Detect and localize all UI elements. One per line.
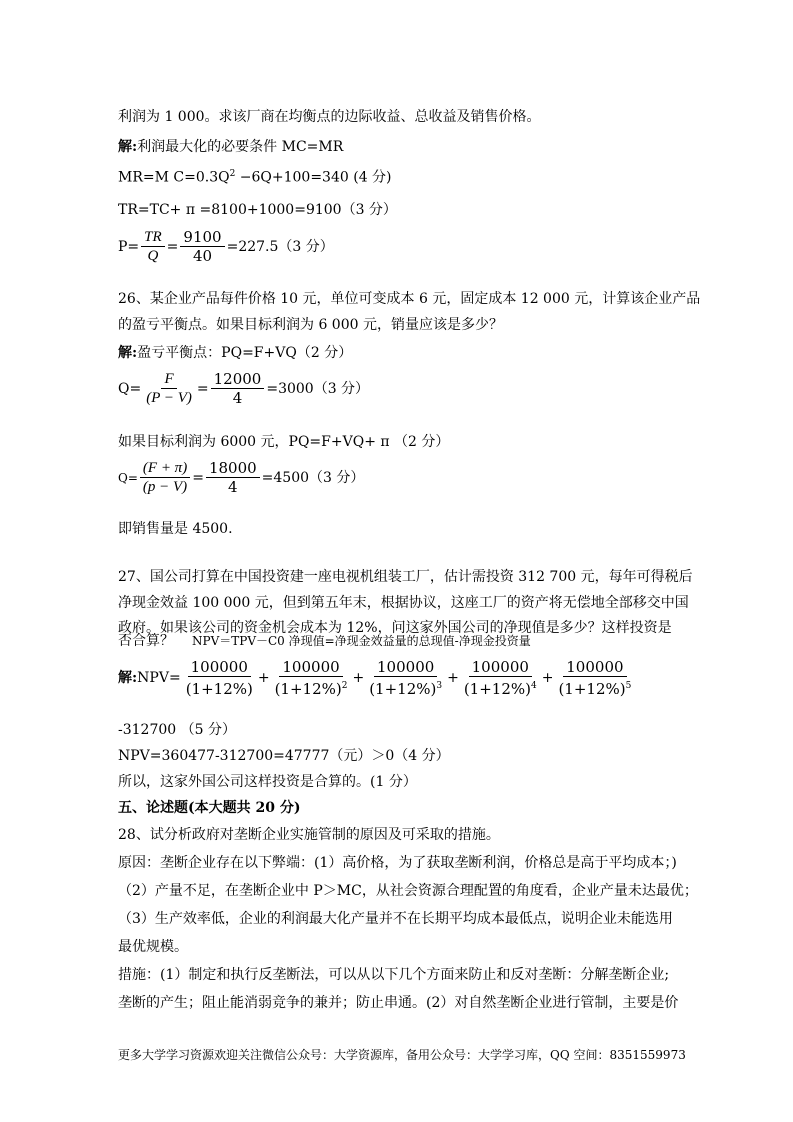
text: Q= [118,470,138,485]
plus: + [447,670,459,686]
text: 盈亏平衡点：PQ=F+VQ（2 分） [137,345,353,361]
section-heading: 五、论述题(本大题共 20 分) [118,800,301,816]
text: MR=M C=0.3Q [118,169,230,186]
text: P= [118,238,140,255]
answer-28-line3: （3）生产效率低，企业的利润最大化产量并不在长期平均成本最低点，说明企业未能选用 [118,911,673,927]
formula-mr [118,165,392,187]
solution-label: 解: [118,345,138,361]
question-27-line2: 净现金效益 100 000 元，但到第五年末，根据协议，这座工厂的资产将无偿地全部移交中国 [118,595,689,611]
answer-28-line4: 最优规模。 [118,939,188,955]
text: Q= [118,380,142,397]
text: =227.5（3 分） [226,238,334,255]
text: = [166,238,179,255]
text: 利润最大化的必要条件 MC=MR [137,139,344,155]
fraction: $\frac{(F + \pi)}{(p - V)}$ [140,459,190,496]
text: 否合算？ [118,633,174,649]
text: NPV= [137,670,181,686]
text: =4500（3 分） [261,469,365,486]
question-27-line1: 27、国公司打算在中国投资建一座电视机组装工厂，估计需投资 312 700 元，每年可得税后 [118,569,693,585]
solution-label: 解: [118,139,138,155]
formula-q2 [118,459,364,496]
question-26-line1: 26、某企业产品每件价格 10 元，单位可变成本 6 元，固定成本 12 000 元，计算该企业产品 [118,291,701,307]
fraction: $\frac{F}{(P - V)}$ [146,371,192,406]
question-27-line4 [118,632,531,650]
fraction: $\frac{TR}{Q}$ [141,228,165,265]
fraction-term-5: $\frac{100000}{(1+12\%)^5}$ [558,658,632,698]
plus: + [541,670,554,686]
fraction-term-1: $\frac{100000}{(1+12\%)}$ [185,658,253,698]
formula-tr: TR=TC+ π =8100+1000=9100（3 分） [118,202,397,218]
text: = [192,469,204,486]
text-line: -312700 （5 分） [118,722,236,738]
plus: + [352,670,365,686]
text: = [196,380,209,397]
text: −6Q+100=340 (4 分) [235,169,392,186]
text: =3000（3 分） [266,380,370,397]
answer-28-line5: 措施：(1）制定和执行反垄断法，可以从以下几个方面来防止和反对垄断：分解垄断企业; [118,967,670,983]
solution-line [118,138,343,156]
fraction-term-4: $\frac{100000}{(1+12\%)^4}$ [463,658,537,698]
page-footer: 更多大学学习资源欢迎关注微信公众号：大学资源库，备用公众号：大学学习库，QQ 空间：8351559973 [118,1048,686,1062]
answer-28-line1: 原因：垄断企业存在以下弊端：(1）高价格，为了获取垄断利润，价格总是高于平均成本；) [118,855,677,871]
formula-npv [118,658,636,698]
answer-28-line6: 垄断的产生；阻止能消弱竞争的兼并；防止串通。(2）对自然垄断企业进行管制，主要是价 [118,995,679,1011]
question-27-line3: 政府。如果该公司的资金机会成本为 12%，问这家外国公司的净现值是多少？这样投资是 [118,620,672,636]
fraction: $\frac{18000}{4}$ [206,459,260,496]
text-line: 利润为 1 000。求该厂商在均衡点的边际收益、总收益及销售价格。 [118,109,541,125]
question-28: 28、试分析政府对垄断企业实施管制的原因及可采取的措施。 [118,827,500,843]
solution-line [118,344,352,362]
question-26-line2: 的盈亏平衡点。如果目标利润为 6 000 元，销量应该是多少？ [118,317,503,333]
text-line: 即销售量是 4500. [118,521,233,537]
formula-price [118,228,334,265]
fraction: $\frac{12000}{4}$ [211,370,265,407]
solution-label: 解: [118,670,138,686]
text-line: 所以，这家外国公司这样投资是合算的。(1 分） [118,774,417,790]
fraction-term-2: $\frac{100000}{(1+12\%)^2}$ [274,658,348,698]
fraction: $\frac{9100}{40}$ [180,228,224,265]
text-line: NPV=360477-312700=47777（元）＞0（4 分） [118,748,450,764]
answer-28-line2: （2）产量不足，在垄断企业中 P＞MC，从社会资源合理配置的角度看，企业产量未达最优； [118,883,698,899]
text-line: 如果目标利润为 6000 元，PQ=F+VQ+ π （2 分） [118,434,450,450]
formula-q1 [118,370,369,407]
plus: + [257,670,270,686]
superscript: 2 [229,169,236,179]
fraction-term-3: $\frac{100000}{(1+12\%)^3}$ [369,658,443,698]
formula-note: NPV＝TPV－C0 净现值=净现金效益量的总现值-净现金投资量 [192,634,531,648]
